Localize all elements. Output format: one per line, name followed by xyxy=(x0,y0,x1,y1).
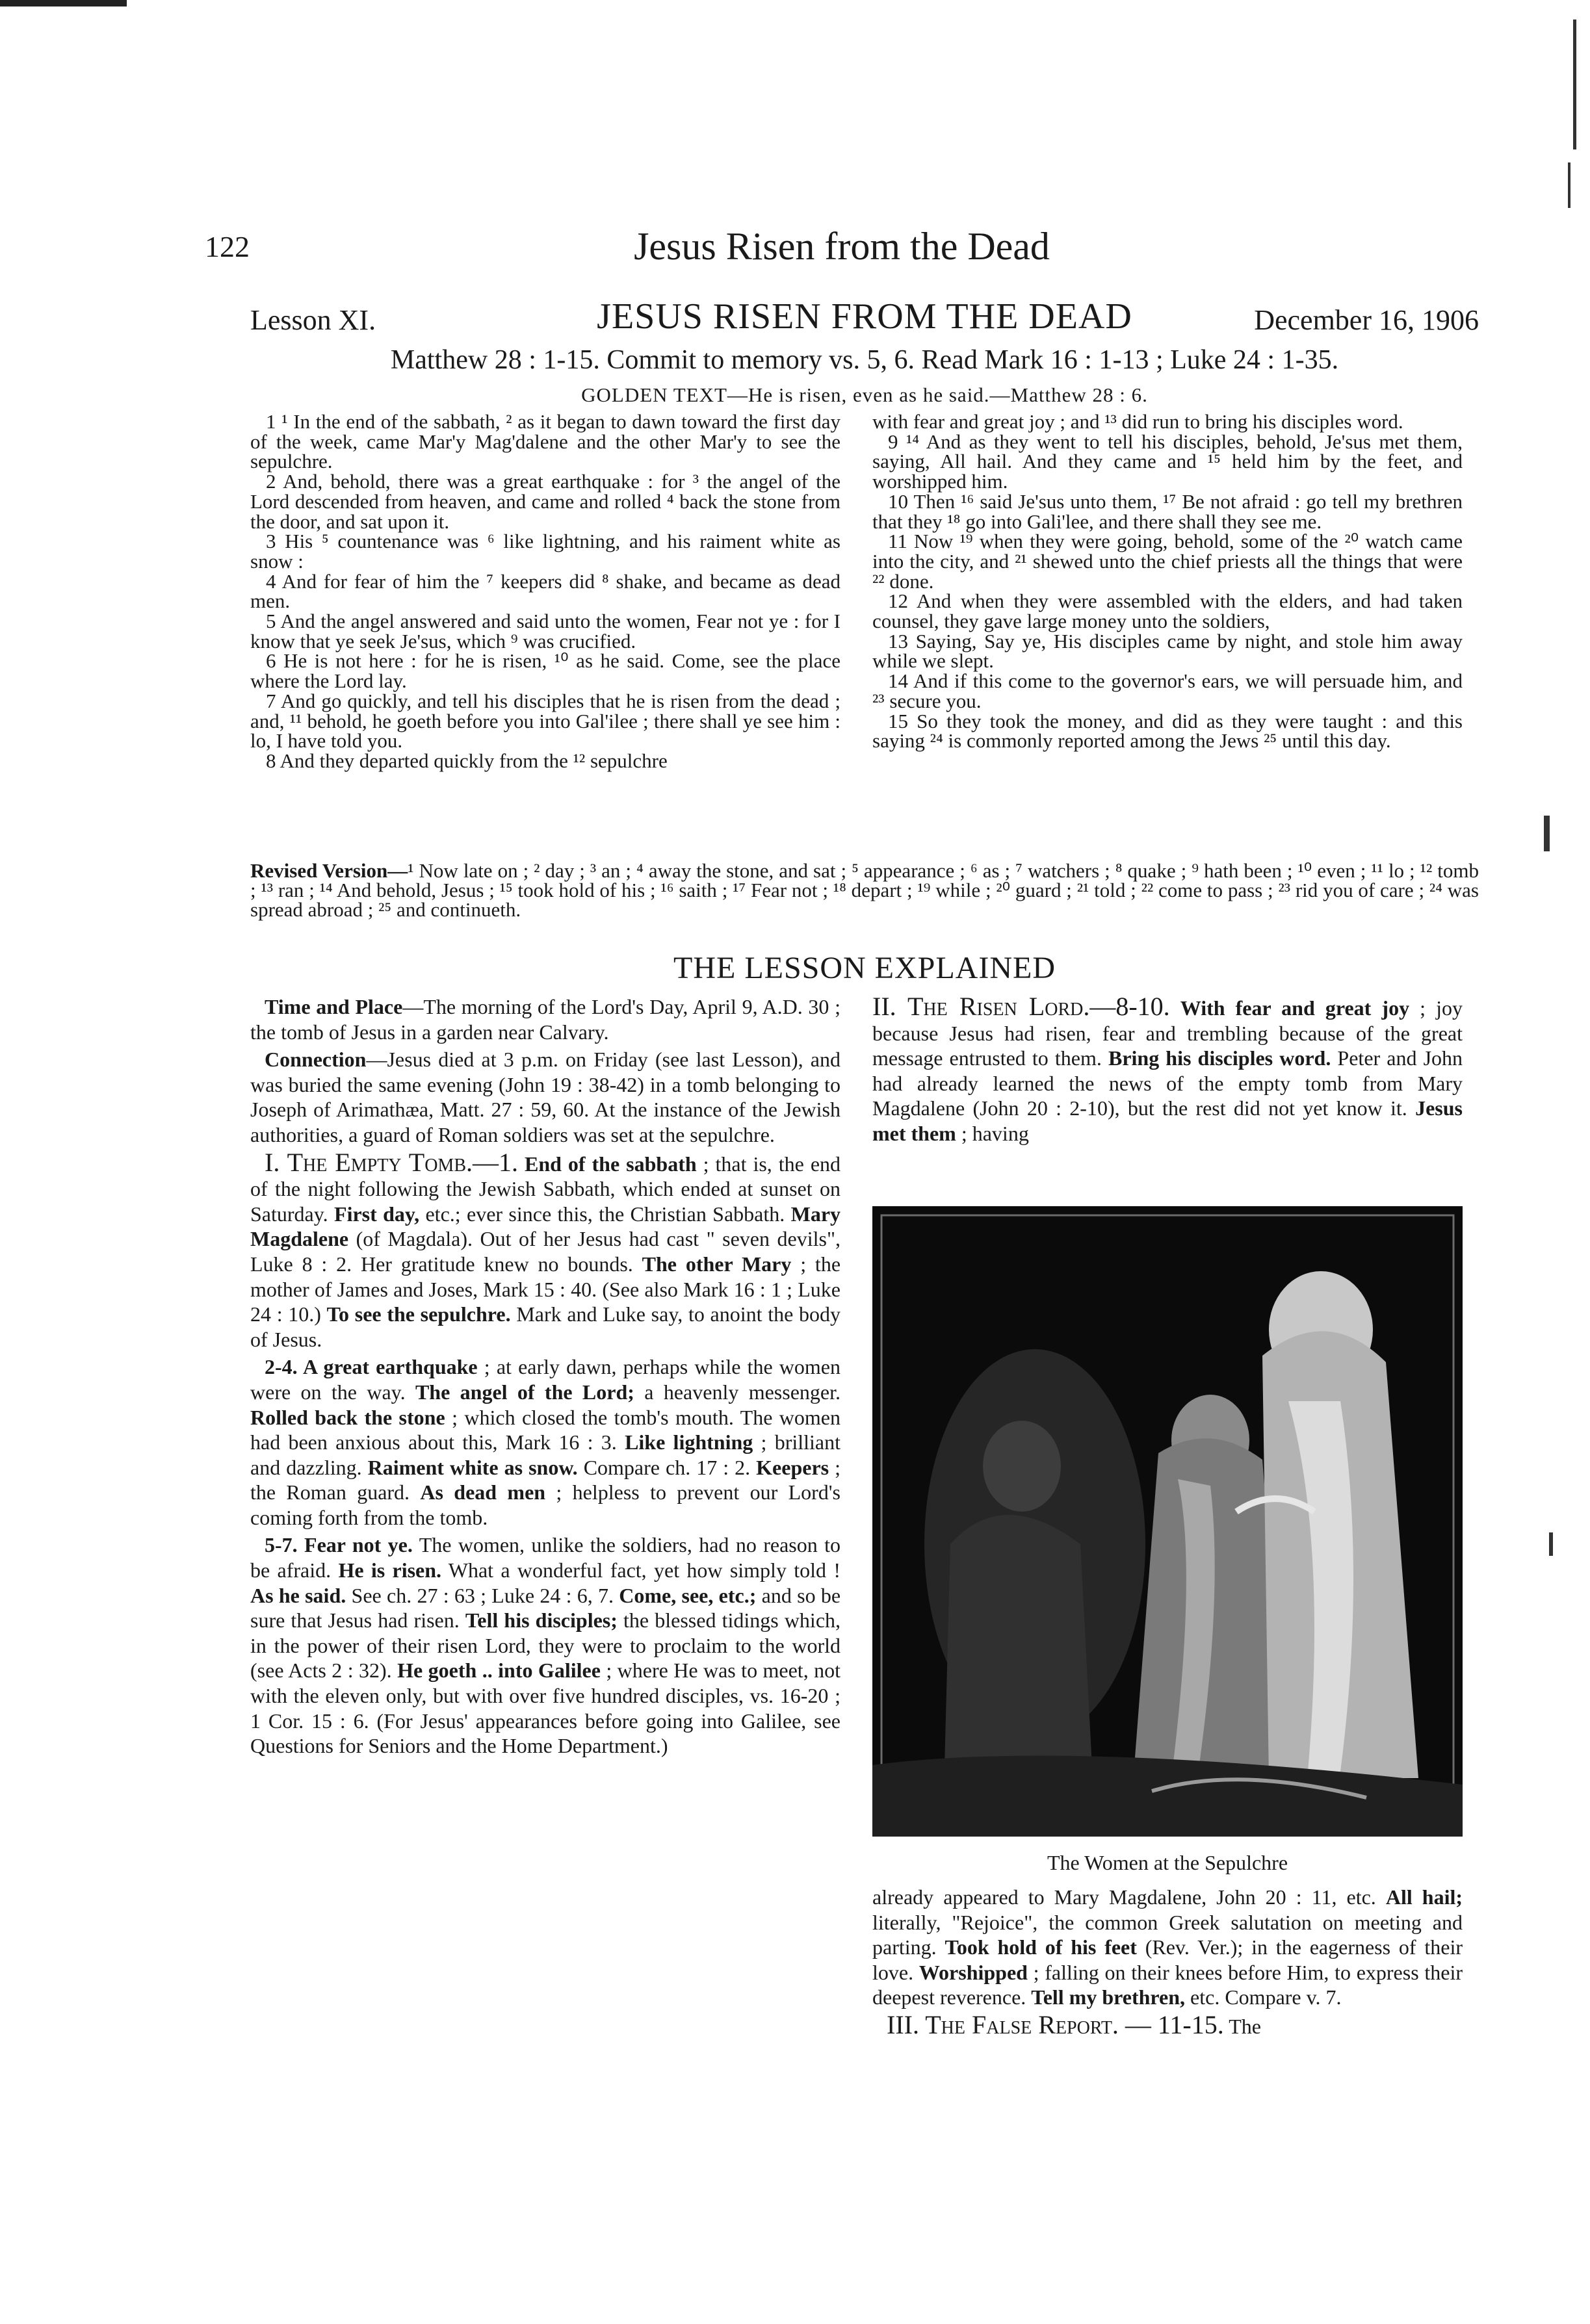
gloss: ; helpless to prevent our Lord's coming forth from the tomb. xyxy=(250,1480,841,1529)
term: 5-7. Fear not ye. xyxy=(265,1533,413,1557)
gloss: literally, "Rejoice", the common Greek salutation on meeting and parting. xyxy=(872,1910,1463,1959)
margin-mark xyxy=(1573,19,1576,149)
verse: 12 And when they were assembled with the elders, and had taken counsel, they gave large money unto the soldiers, xyxy=(872,589,1463,633)
gloss: See ch. 27 : 63 ; Luke 24 : 6, 7. xyxy=(346,1583,619,1607)
gloss: ; that is, the end of the night following the Jewish Sabbath, which ended at sunset on Saturday. xyxy=(250,1152,841,1226)
lesson-title: JESUS RISEN FROM THE DEAD xyxy=(597,296,1132,337)
paragraph xyxy=(872,2009,1463,2039)
gloss: ; where He was to meet, not with the eleven only, but with over five hundred disciples, vs. 16-20 ; 1 Cor. 15 : 6. (For Jesus' appearances before going into Galilee, see Questions for Seniors and the Home Department.) xyxy=(250,1659,841,1758)
gloss: (Rev. Ver.); in the eagerness of their love. xyxy=(872,1935,1463,1984)
paragraph xyxy=(250,1047,841,1147)
gloss: The women, unlike the soldiers, had no reason to be afraid. xyxy=(250,1533,841,1582)
lesson-heading xyxy=(250,296,1479,341)
verse: with fear and great joy ; and ¹³ did run to bring his disciples word. xyxy=(872,410,1403,433)
verse: 15 So they took the money, and did as they were taught : and this saying ²⁴ is commonly reported among the Jews ²⁵ until this day. xyxy=(872,709,1463,753)
term: Worshipped xyxy=(919,1960,1028,1984)
revised-version-text: ¹ Now late on ; ² day ; ³ an ; ⁴ away the stone, and sat ; ⁵ appearance ; ⁶ as ; ⁷ watchers ; ⁸ quake ; ⁹ hath been ; ¹⁰ even ; ¹¹ lo ; ¹² tomb ; ¹³ ran ; ¹⁴ And behold, Jesus ; ¹⁵ took hold of his ; ¹⁶ saith ; ¹⁷ Fear not ; ¹⁸ depart ; ¹⁹ while ; ²⁰ guard ; ²¹ told ; ²² come to pass ; ²³ rid you of care ; ²⁴ was spread abroad ; ²⁵ and continueth. xyxy=(250,859,1479,921)
margin-mark xyxy=(1568,162,1570,208)
lesson-reference: Matthew 28 : 1-15. Commit to memory vs. 5, 6. Read Mark 16 : 1-13 ; Luke 24 : 1-35. xyxy=(390,345,1339,375)
gloss: ; falling on their knees before Him, to express their deepest reverence. xyxy=(872,1960,1463,2009)
running-title: Jesus Risen from the Dead xyxy=(634,225,1050,268)
gloss: ; the Roman guard. xyxy=(250,1455,841,1504)
verse: 8 And they departed quickly from the ¹² sepulchre xyxy=(266,749,668,772)
gloss: Compare ch. 17 : 2. xyxy=(577,1455,757,1479)
term: As dead men xyxy=(420,1480,546,1504)
term: 2-4. A great earthquake xyxy=(265,1355,478,1379)
paragraph xyxy=(250,1354,841,1530)
gloss: Mark and Luke say, to anoint the body of Jesus. xyxy=(250,1302,841,1351)
verse: 9 ¹⁴ And as they went to tell his disciples, behold, Je'sus met them, saying, All hail. And they came and ¹⁵ held him by the feet, and worshipped him. xyxy=(872,430,1463,493)
term: Took hold of his feet xyxy=(945,1935,1137,1959)
term: The other Mary xyxy=(642,1252,792,1276)
term: With fear and great joy xyxy=(1180,996,1410,1020)
lesson-number: Lesson XI. xyxy=(250,304,376,336)
section-heading: THE LESSON EXPLAINED xyxy=(673,951,1056,985)
gloss: and so be sure that Jesus had risen. xyxy=(250,1583,841,1633)
paragraph xyxy=(872,994,1463,1146)
term: Come, see, etc.; xyxy=(619,1583,757,1607)
term: Rolled back the stone xyxy=(250,1405,445,1429)
illustration xyxy=(872,1206,1463,1837)
term: First day, xyxy=(334,1202,420,1226)
gloss: etc.; ever since this, the Christian Sabbath. xyxy=(419,1202,791,1226)
scripture-left xyxy=(250,412,841,771)
verse: 10 Then ¹⁶ said Je'sus unto them, ¹⁷ Be not afraid : go tell my brethren that they ¹⁸ go into Gali'lee, and there shall they see me. xyxy=(872,489,1463,533)
term: Jesus met them xyxy=(872,1096,1463,1145)
gloss: What a wonderful fact, yet how simply told ! xyxy=(441,1558,841,1582)
gloss: ; which closed the tomb's mouth. The women had been anxious about this, Mark 16 : 3. xyxy=(250,1405,841,1454)
verse: 5 And the angel answered and said unto the women, Fear not ye : for I know that ye seek Je'sus, which ⁹ was crucified. xyxy=(250,610,841,652)
verse: 6 He is not here : for he is risen, ¹⁰ as he said. Come, see the place where the Lord lay. xyxy=(250,649,841,693)
section-one-heading: I. The Empty Tomb.—1. xyxy=(265,1147,518,1177)
verse: 13 Saying, Say ye, His disciples came by night, and stole him away while we slept. xyxy=(872,629,1463,673)
term: As he said. xyxy=(250,1583,346,1607)
revised-version xyxy=(250,861,1479,920)
gloss: (of Magdala). Out of her Jesus had cast " seven devils", Luke 8 : 2. Her gratitude knew no bounds. xyxy=(250,1227,841,1276)
paragraph xyxy=(872,1885,1463,2010)
image-caption: The Women at the Sepulchre xyxy=(1047,1851,1288,1874)
explanation-left xyxy=(250,994,841,1761)
verse: 2 And, behold, there was a great earthquake : for ³ the angel of the Lord descended from heaven, and came and rolled ⁴ back the stone from the door, and sat upon it. xyxy=(250,470,841,533)
paragraph xyxy=(250,994,841,1044)
term: All hail; xyxy=(1385,1885,1463,1909)
verse: 14 And if this come to the governor's ears, we will persuade him, and ²³ secure you. xyxy=(872,669,1463,712)
gloss: ; the mother of James and Joses, Mark 15 : 40. (See also Mark 16 : 1 ; Luke 24 : 10.) xyxy=(250,1252,841,1326)
paragraph xyxy=(250,1532,841,1758)
gloss: The xyxy=(1229,2014,1261,2038)
term: He goeth .. into Galilee xyxy=(397,1659,601,1683)
explanation-right-bottom xyxy=(872,1885,1463,2042)
term: Like lightning xyxy=(625,1430,753,1454)
time-place-label: Time and Place xyxy=(265,995,403,1018)
term: End of the sabbath xyxy=(524,1152,697,1176)
term: The angel of the Lord; xyxy=(415,1380,634,1404)
verse: 4 And for fear of him the ⁷ keepers did ⁸ shake, and became as dead men. xyxy=(250,569,841,613)
verse: 3 His ⁵ countenance was ⁶ like lightning, and his raiment white as snow : xyxy=(250,530,841,573)
gloss: the blessed tidings which, in the power of their risen Lord, they were to proclaim to the world (see Acts 2 : 32). xyxy=(250,1608,841,1683)
section-three-heading: III. The False Report. — 11-15. xyxy=(887,2009,1224,2039)
section-two-heading: II. The Risen Lord.—8-10. xyxy=(872,992,1170,1021)
term: Bring his disciples word. xyxy=(1108,1046,1331,1070)
term: Tell my brethren, xyxy=(1031,1985,1186,2009)
scripture-right xyxy=(872,412,1463,751)
page-number: 122 xyxy=(205,230,250,263)
gloss: etc. Compare v. 7. xyxy=(1185,1985,1342,2009)
explanation-right-top xyxy=(872,994,1463,1149)
gloss: already appeared to Mary Magdalene, John 20 : 11, etc. xyxy=(872,1885,1386,1909)
gloss: ; at early dawn, perhaps while the women were on the way. xyxy=(250,1355,841,1404)
term: He is risen. xyxy=(338,1558,442,1582)
gloss: Peter and John had already learned the news of the empty tomb from Mary Magdalene (John 20 : 2-10), but the rest did not yet know it. xyxy=(872,1046,1463,1120)
gloss: ; joy because Jesus had risen, fear and trembling because of the great message entrusted to them. xyxy=(872,996,1463,1070)
margin-mark xyxy=(1549,1532,1553,1556)
golden-text: GOLDEN TEXT—He is risen, even as he said.—Matthew 28 : 6. xyxy=(581,383,1148,406)
women-at-sepulchre-image xyxy=(872,1206,1463,1837)
term: Tell his disciples; xyxy=(465,1608,618,1633)
verse: 7 And go quickly, and tell his disciples that he is risen from the dead ; and, ¹¹ behold, he goeth before you into Gal'ilee ; there shall ye see him : lo, I have told you. xyxy=(250,689,841,753)
term: Raiment white as snow. xyxy=(367,1455,578,1479)
time-place-text: —The morning of the Lord's Day, April 9, A.D. 30 ; the tomb of Jesus in a garden near Calvary. xyxy=(250,995,841,1044)
term: Mary Magdalene xyxy=(250,1202,841,1251)
gloss: a heavenly messenger. xyxy=(634,1380,841,1404)
top-rule xyxy=(0,0,127,6)
term: Keepers xyxy=(756,1455,829,1479)
paragraph xyxy=(250,1147,841,1352)
gloss: ; having xyxy=(956,1121,1029,1145)
gloss: ; brilliant and dazzling. xyxy=(250,1430,841,1479)
connection-label: Connection xyxy=(265,1048,367,1072)
margin-mark xyxy=(1544,816,1550,851)
page-header xyxy=(205,224,1479,276)
connection-text: —Jesus died at 3 p.m. on Friday (see last Lesson), and was buried the same evening (John 19 : 38-42) in a tomb belonging to Joseph of Arimathæa, Matt. 27 : 59, 60. At the instance of the Jewish authorities, a guard of Roman soldiers was set at the sepulchre. xyxy=(250,1048,841,1146)
verse: 1 ¹ In the end of the sabbath, ² as it began to dawn toward the first day of the week, came Mar'y Mag'dalene and the other Mar'y to see the sepulchre. xyxy=(250,410,841,473)
term: To see the sepulchre. xyxy=(326,1302,511,1326)
verse: 11 Now ¹⁹ when they were going, behold, some of the ²⁰ watch came into the city, and ²¹ shewed unto the chief priests all the things that were ²² done. xyxy=(872,530,1463,593)
revised-version-label: Revised Version— xyxy=(250,859,408,882)
lesson-date: December 16, 1906 xyxy=(1254,304,1479,336)
